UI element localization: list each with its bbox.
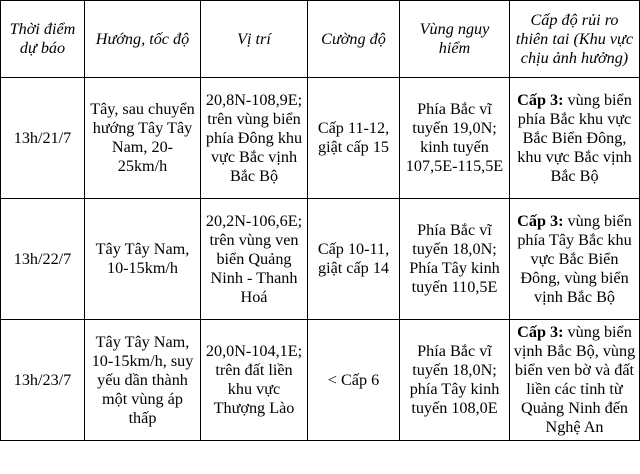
cell-position: 20,2N-106,6E; trên vùng ven biển Quảng Ninh - Thanh Hoá <box>201 199 308 320</box>
risk-level-label: Cấp 3: <box>517 90 564 109</box>
table-row <box>1 78 640 199</box>
cell-danger-zone: Phía Bắc vĩ tuyến 19,0N; kinh tuyến 107,5E-115,5E <box>400 78 510 199</box>
cell-intensity: Cấp 11-12, giật cấp 15 <box>308 78 400 199</box>
cell-direction: Tây Tây Nam, 10-15km/h <box>85 199 201 320</box>
cell-position: 20,8N-108,9E; trên vùng biển phía Đông khu vực Bắc vịnh Bắc Bộ <box>201 78 308 199</box>
cell-time: 13h/21/7 <box>1 78 85 199</box>
header-danger-zone: Vùng nguy hiểm <box>400 1 510 78</box>
risk-level-label: Cấp 3: <box>517 323 564 341</box>
risk-level-label: Cấp 3: <box>517 211 564 230</box>
cell-position: 20,0N-104,1E; trên đất liền khu vực Thượng Lào <box>201 320 308 441</box>
header-risk-level: Cấp độ rủi ro thiên tai (Khu vực chịu ảnh hưởng) <box>510 1 640 78</box>
table-row <box>1 320 640 441</box>
cell-time: 13h/22/7 <box>1 199 85 320</box>
header-intensity: Cường độ <box>308 1 400 78</box>
cell-direction: Tây, sau chuyển hướng Tây Tây Nam, 20-25km/h <box>85 78 201 199</box>
cell-direction: Tây Tây Nam, 10-15km/h, suy yếu dần thành một vùng áp thấp <box>85 320 201 441</box>
header-direction-speed: Hướng, tốc độ <box>85 1 201 78</box>
risk-area-text: vùng biển vịnh Bắc Bộ, vùng biển ven bờ và đất liền các tỉnh từ Quảng Ninh đến Nghệ An <box>513 323 636 436</box>
cell-risk <box>510 78 640 199</box>
cell-risk <box>510 199 640 320</box>
cell-time: 13h/23/7 <box>1 320 85 441</box>
header-forecast-time: Thời điểm dự báo <box>1 1 85 78</box>
header-row <box>1 1 640 78</box>
table-row <box>1 199 640 320</box>
risk-area-text: vùng biển phía Bắc khu vực Bắc Biển Đông, khu vực Bắc vịnh Bắc Bộ <box>517 90 632 185</box>
cell-risk <box>510 320 640 441</box>
cell-intensity: Cấp 10-11, giật cấp 14 <box>308 199 400 320</box>
cell-danger-zone: Phía Bắc vĩ tuyến 18,0N; phía Tây kinh tuyến 108,0E <box>400 320 510 441</box>
cell-intensity: < Cấp 6 <box>308 320 400 441</box>
header-position: Vị trí <box>201 1 308 78</box>
cell-danger-zone: Phía Bắc vĩ tuyến 18,0N; Phía Tây kinh tuyến 110,5E <box>400 199 510 320</box>
risk-area-text: vùng biển phía Tây Bắc khu vực Bắc Biển Đông, vùng biển vịnh Bắc Bộ <box>517 211 632 306</box>
